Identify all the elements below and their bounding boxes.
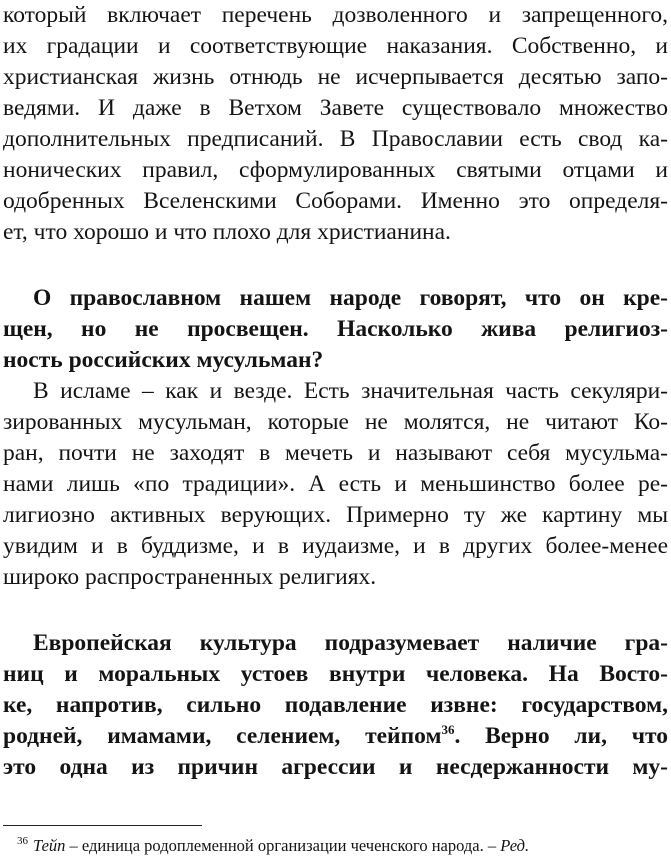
question-line: ке, напротив, сильно подавление извне: государством, <box>3 692 668 718</box>
question-line: ниц и моральных устоев внутри человека. На Восто- <box>3 661 668 687</box>
text-line: ведями. И даже в Ветхом Завете существовало множество <box>3 95 668 121</box>
text-line: христианская жизнь отнюдь не исчерпывается десятью запо- <box>3 64 668 90</box>
text-line: ет, что хорошо и что плохо для христианина. <box>3 219 451 245</box>
question-text: родней, имамами, селением, тейпом <box>3 723 442 749</box>
question-line <box>3 721 668 752</box>
question-line: О православном нашем народе говорят, что он кре- <box>33 285 668 311</box>
question-line: это одна из причин агрессии и несдержанности му- <box>3 754 668 780</box>
text-line: одобренных Вселенскими Соборами. Именно это определя- <box>3 188 668 214</box>
footnote-text: – единица родоплеменной организации чеченского народа. – <box>65 836 501 855</box>
answer-line: нами лишь «по традиции». А есть и меньшинство более ре- <box>3 471 668 497</box>
footnote-editor-mark: Ред. <box>500 836 530 855</box>
footnote-number: 36 <box>17 835 28 847</box>
footnote-divider <box>3 825 202 826</box>
question-text: . Верно ли, что <box>454 723 668 749</box>
text-line: который включает перечень дозволенного и запрещенного, <box>3 2 668 28</box>
question-line: Европейская культура подразумевает наличие гра- <box>33 630 668 656</box>
answer-line: лигиозно активных верующих. Примерно ту же картину мы <box>3 502 668 528</box>
footnote-ref: 36 <box>441 722 455 737</box>
text-line: их градации и соответствующие наказания. Собственно, и <box>3 33 668 59</box>
footnote-term: Тейп <box>33 836 66 855</box>
answer-line: зированных мусульман, которые не молятся, не читают Ко- <box>3 409 668 435</box>
question-line: ность российских мусульман? <box>3 347 324 373</box>
footnote <box>17 833 529 859</box>
text-line: нонических правил, сформулированных святыми отцами и <box>3 157 668 183</box>
answer-line: ран, почти не заходят в мечеть и называют себя мусульма- <box>3 440 668 466</box>
question-line: щен, но не просвещен. Насколько жива религиоз- <box>3 316 668 342</box>
answer-line: увидим и в буддизме, и в иудаизме, и в других более-менее <box>3 533 668 559</box>
answer-line: В исламе – как и везде. Есть значительная часть секуляри- <box>33 378 668 404</box>
text-line: дополнительных предписаний. В Православии есть свод ка- <box>3 126 668 152</box>
answer-line: широко распространенных религиях. <box>3 564 377 590</box>
